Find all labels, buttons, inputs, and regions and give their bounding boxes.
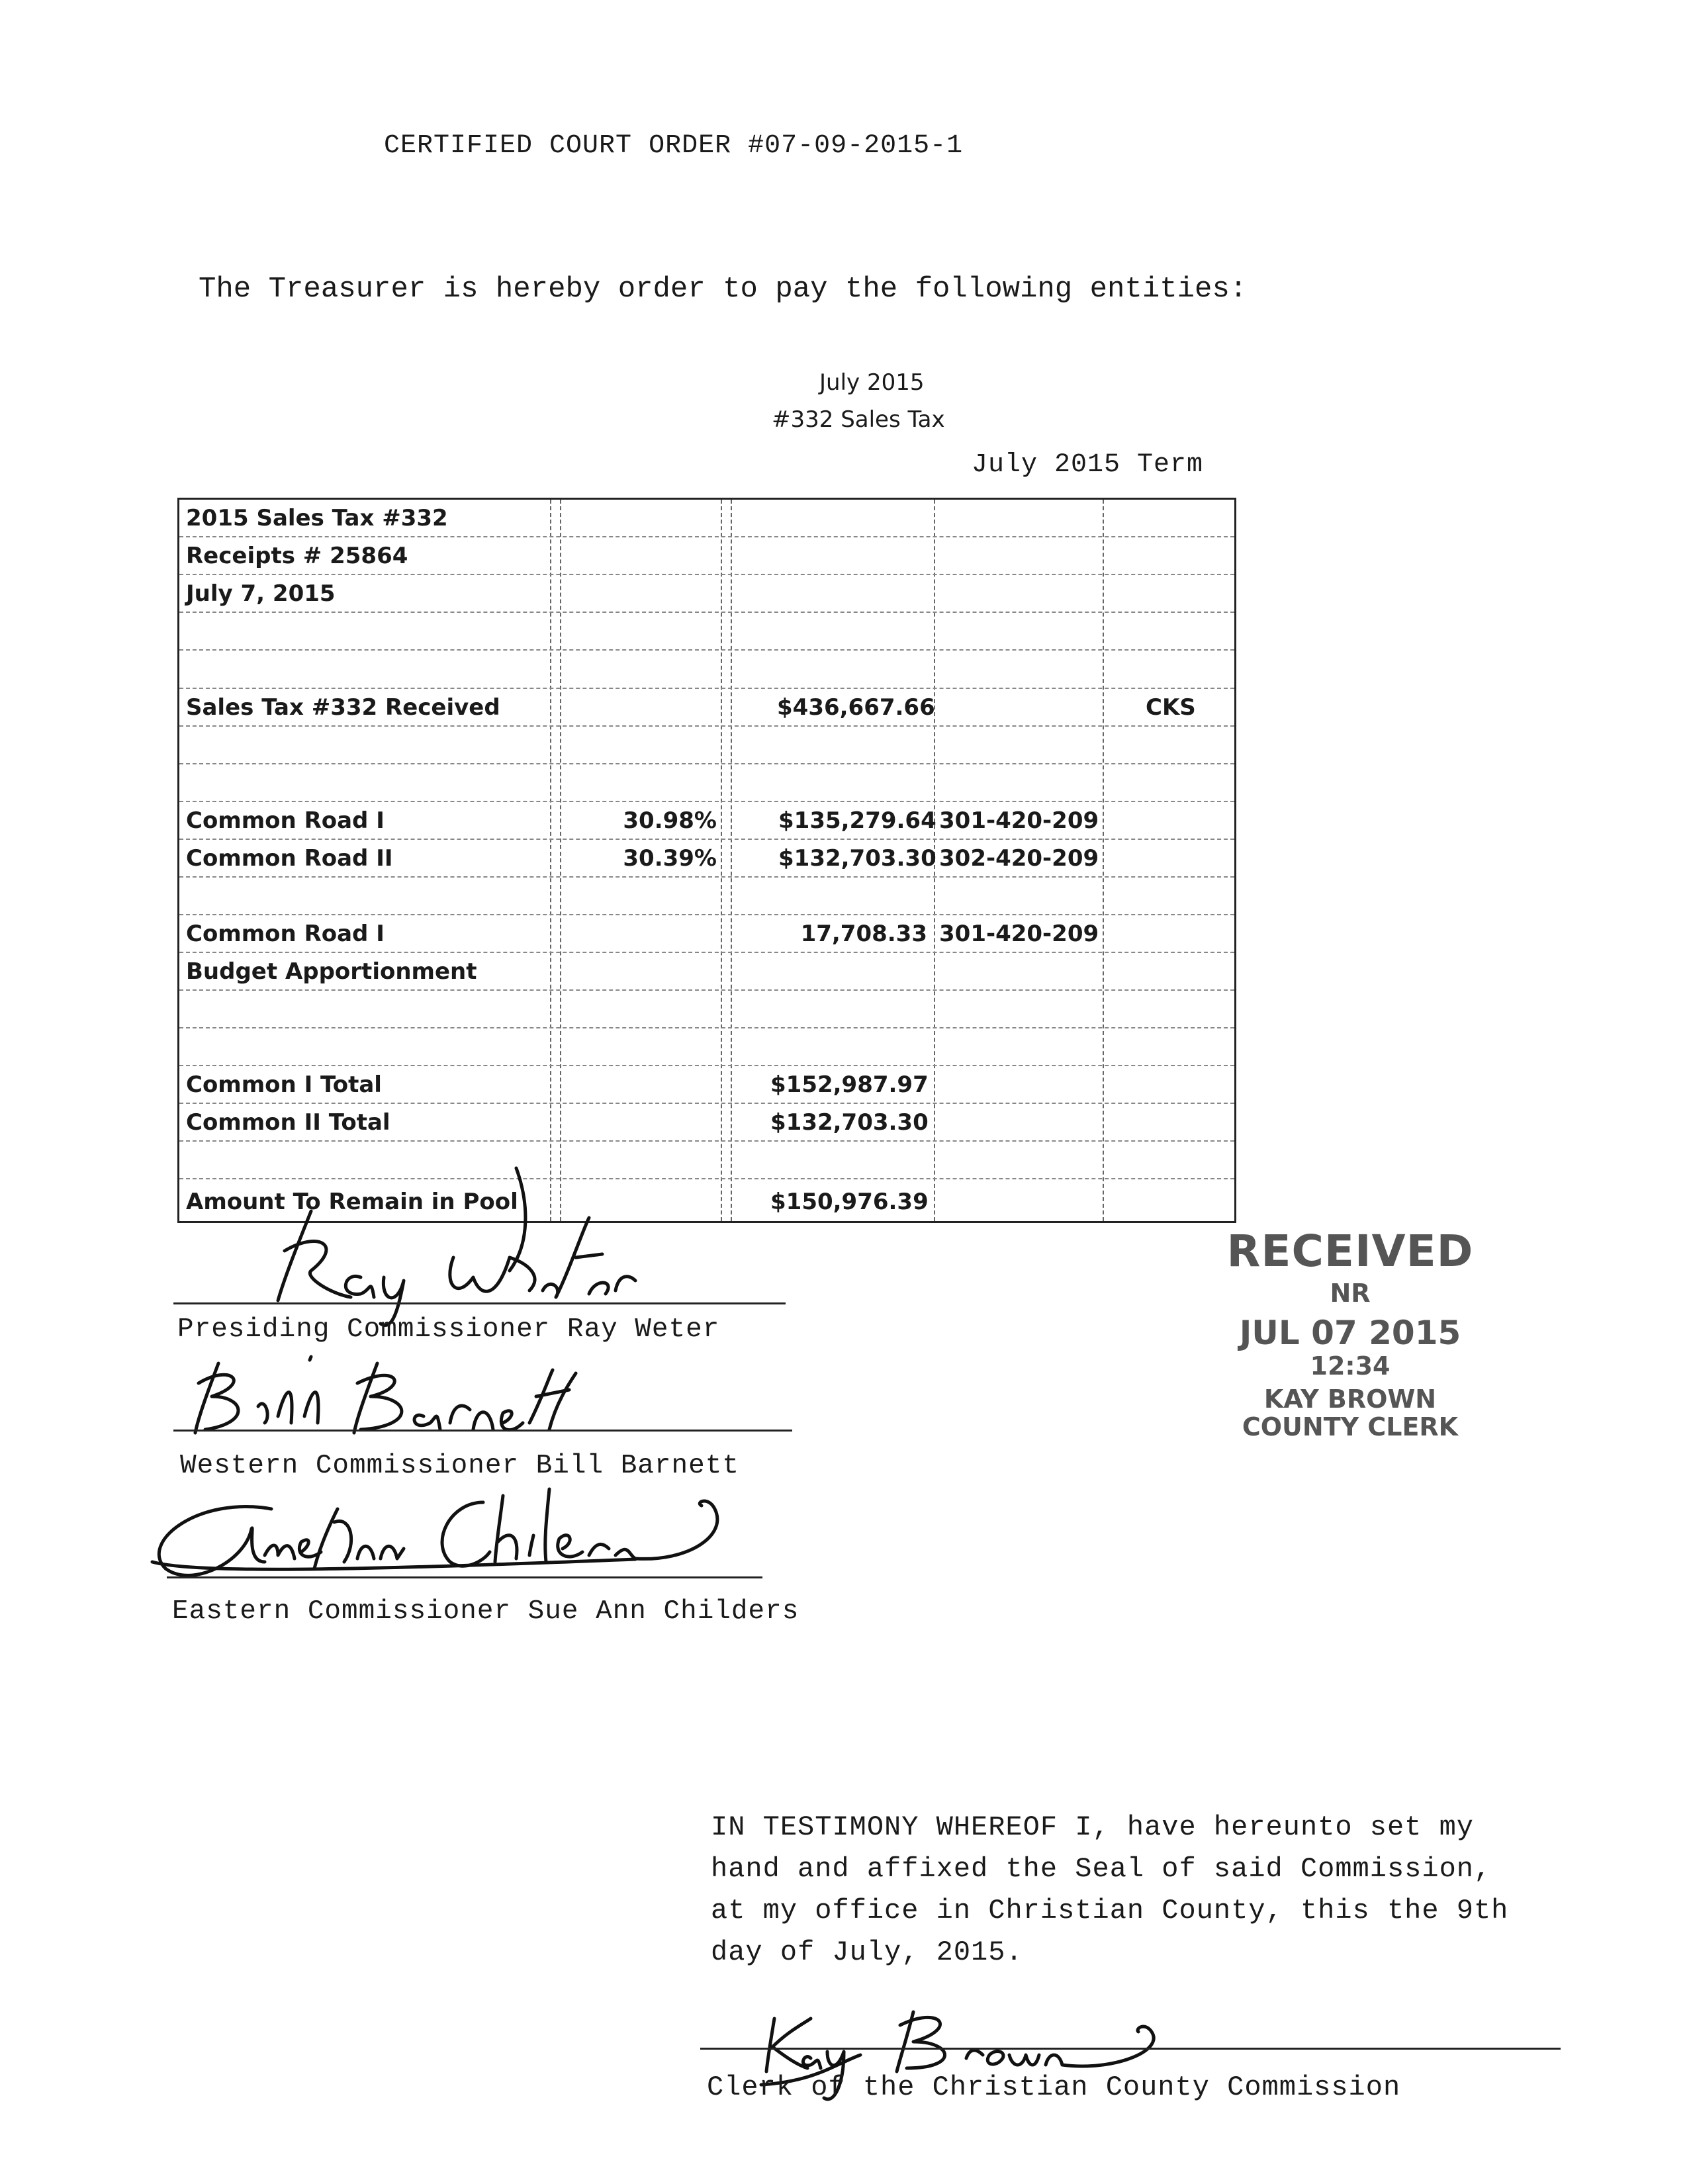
- testimony-line: day of July, 2015.: [711, 1936, 1023, 1968]
- row-label: Budget Apportionment: [186, 958, 477, 985]
- signature-line: [167, 1576, 762, 1578]
- row-account: 301-420-209: [939, 807, 1099, 834]
- subheading-fund: #332 Sales Tax: [772, 406, 945, 433]
- document-title: CERTIFIED COURT ORDER #07-09-2015-1: [384, 131, 964, 161]
- signature-line: [173, 1430, 792, 1432]
- row-label: Common Road I: [186, 921, 385, 947]
- row-label: Common Road I: [186, 807, 385, 834]
- row-amount: $436,667.66: [777, 694, 935, 721]
- stamp-date: JUL 07 2015: [1239, 1314, 1461, 1352]
- row-amount: $132,703.30: [778, 845, 936, 872]
- row-label: Amount To Remain in Pool: [186, 1189, 518, 1215]
- row-amount: $150,976.39: [770, 1189, 929, 1215]
- row-amount: $132,703.30: [770, 1109, 929, 1136]
- row-account: 302-420-209: [939, 845, 1099, 872]
- row-label: Common I Total: [186, 1071, 382, 1098]
- stamp-name: KAY BROWN: [1263, 1385, 1437, 1414]
- stamp-office: COUNTY CLERK: [1242, 1412, 1459, 1441]
- row-amount: $152,987.97: [770, 1071, 929, 1098]
- testimony-line: IN TESTIMONY WHEREOF I, have hereunto set my: [711, 1811, 1474, 1843]
- stamp-received: RECEIVED: [1226, 1226, 1474, 1277]
- row-amount: $135,279.64: [778, 807, 936, 834]
- testimony-line: hand and affixed the Seal of said Commission,: [711, 1853, 1492, 1885]
- testimony-block: [711, 1807, 1591, 1974]
- signature-line: [173, 1302, 786, 1304]
- signature-line: [700, 2048, 1561, 2050]
- stamp-time: 12:34: [1310, 1351, 1391, 1381]
- row-label: Common Road II: [186, 845, 393, 872]
- western-commissioner-name: Western Commissioner Bill Barnett: [180, 1451, 739, 1481]
- row-amount: 17,708.33: [800, 921, 927, 947]
- stamp-initials: NR: [1330, 1279, 1371, 1308]
- row-label: Receipts # 25864: [186, 543, 408, 569]
- row-label: July 7, 2015: [186, 580, 336, 607]
- received-stamp: [1218, 1226, 1483, 1444]
- row-label: Common II Total: [186, 1109, 390, 1136]
- row-label: 2015 Sales Tax #332: [186, 505, 448, 531]
- row-percent: 30.39%: [623, 845, 717, 872]
- subheading-month: July 2015: [819, 369, 925, 396]
- term-label: July 2015 Term: [972, 450, 1204, 480]
- testimony-line: at my office in Christian County, this the 9th: [711, 1895, 1509, 1927]
- clerk-title: Clerk of the Christian County Commission: [707, 2071, 1401, 2103]
- row-percent: 30.98%: [623, 807, 717, 834]
- intro-text: The Treasurer is hereby order to pay the following entities:: [199, 273, 1248, 306]
- row-note: CKS: [1146, 694, 1196, 721]
- row-account: 301-420-209: [939, 921, 1099, 947]
- row-label: Sales Tax #332 Received: [186, 694, 500, 721]
- eastern-commissioner-name: Eastern Commissioner Sue Ann Childers: [172, 1596, 799, 1627]
- presiding-commissioner-name: Presiding Commissioner Ray Weter: [177, 1314, 720, 1345]
